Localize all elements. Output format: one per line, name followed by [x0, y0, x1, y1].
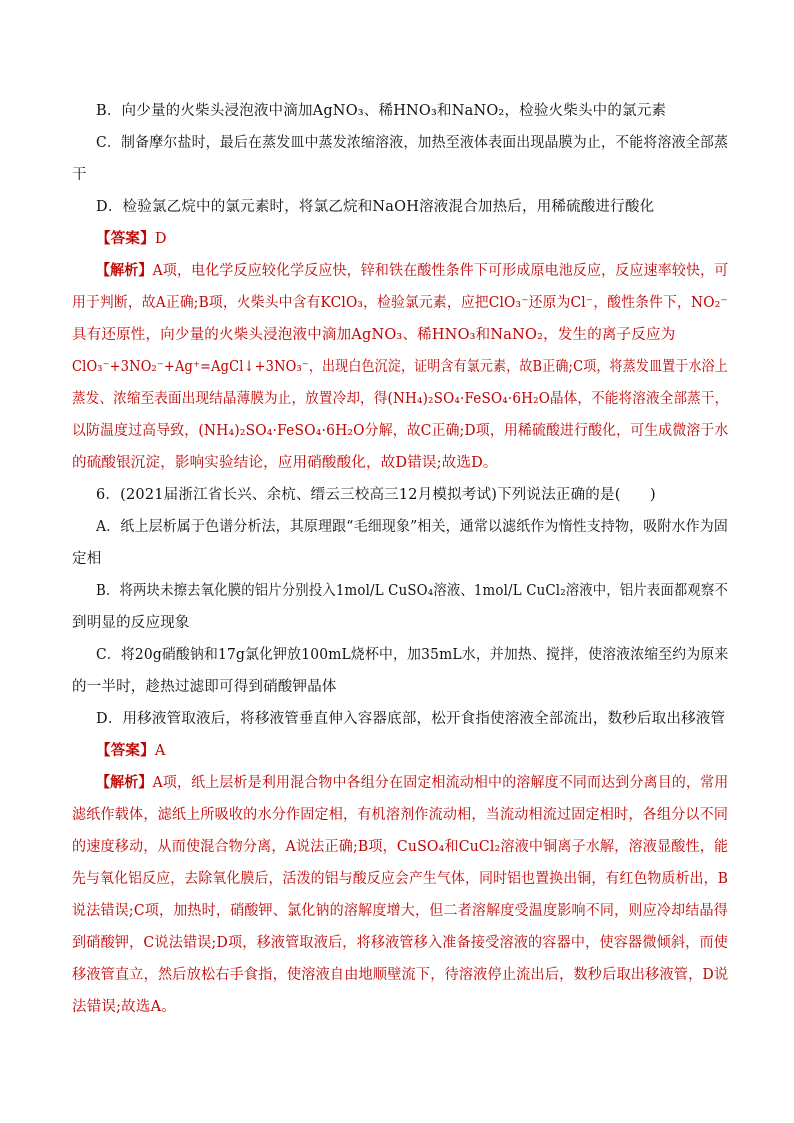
q5-analysis-line5: 蒸发、浓缩至表面出现结晶薄膜为止，放置冷却，得(NH₄)₂SO₄·FeSO₄·6H₂O晶体，不能将溶液全部蒸干， — [72, 391, 729, 407]
answer-value: D — [154, 231, 167, 247]
q5-option-b: B．向少量的火柴头浸泡液中滴加AgNO₃、稀HNO₃和NaNO₂，检验火柴头中的氯元素 — [96, 103, 667, 119]
q6-analysis-line1 — [96, 773, 728, 793]
q6-option-c-line1: C．将20g硝酸钠和17g氯化钾放100mL烧杯中，加35mL水，并加热、搅拌，使溶液浓缩至约为原来 — [96, 647, 729, 663]
q5-analysis-line6: 以防温度过高导致，(NH₄)₂SO₄·FeSO₄·6H₂O分解，故C正确;D项，用稀硫酸进行酸化，可生成微溶于水 — [72, 423, 729, 439]
q6-option-b-line1: B．将两块未擦去氧化膜的铝片分别投入1mol/L CuSO₄溶液、1mol/L CuCl₂溶液中，铝片表面都观察不 — [96, 583, 729, 599]
answer-label: 【答案】 — [96, 742, 155, 759]
q5-analysis-line3: 具有还原性，向少量的火柴头浸泡液中滴加AgNO₃、稀HNO₃和NaNO₂，发生的离子反应为 — [72, 327, 676, 343]
analysis-text: A项，纸上层析是利用混合物中各组分在固定相流动相中的溶解度不同而达到分离目的，常用 — [152, 775, 729, 791]
q6-answer — [96, 741, 165, 761]
q6-option-a-line2: 定相 — [72, 551, 102, 567]
q6-option-d: D．用移液管取液后，将移液管垂直伸入容器底部，松开食指使溶液全部流出，数秒后取出移液管 — [96, 711, 726, 727]
q6-analysis-line3: 的速度移动，从而使混合物分离，A说法正确;B项，CuSO₄和CuCl₂溶液中铜离子水解，溶液显酸性，能 — [72, 839, 729, 855]
q5-analysis-line1 — [96, 261, 728, 281]
q5-analysis-line2: 用于判断，故A正确;B项，火柴头中含有KClO₃，检验氯元素，应把ClO₃⁻还原为Cl⁻，酸性条件下，NO₂⁻ — [72, 295, 728, 311]
q6-analysis-line4: 先与氧化铝反应，去除氧化膜后，活泼的铝与酸反应会产生气体，同时铝也置换出铜，有红色物质析出，B — [72, 871, 729, 887]
q6-analysis-line5: 说法错误;C项，加热时，硝酸钾、氯化钠的溶解度增大，但二者溶解度受温度影响不同，则应冷却结晶得 — [72, 903, 728, 919]
q6-analysis-line8: 法错误;故选A。 — [72, 999, 176, 1015]
q6-stem: 6．(2021届浙江省长兴、余杭、缙云三校高三12月模拟考试)下列说法正确的是( ) — [96, 487, 656, 503]
q5-option-d: D．检验氯乙烷中的氯元素时，将氯乙烷和NaOH溶液混合加热后，用稀硫酸进行酸化 — [96, 199, 655, 215]
q6-option-c-line2: 的一半时，趁热过滤即可得到硝酸钾晶体 — [72, 679, 337, 695]
q6-analysis-line6: 到硝酸钾，C说法错误;D项，移液管取液后，将移液管移入准备接受溶液的容器中，使容器微倾斜，而使 — [72, 935, 729, 951]
q6-analysis-line7: 移液管直立，然后放松右手食指，使溶液自由地顺壁流下，待溶液停止流出后，数秒后取出移液管，D说 — [72, 967, 729, 983]
analysis-label: 【解析】 — [96, 774, 153, 791]
q5-option-c-line1: C．制备摩尔盐时，最后在蒸发皿中蒸发浓缩溶液，加热至液体表面出现晶膜为止，不能将溶液全部蒸 — [96, 135, 729, 151]
q5-option-c-line2: 干 — [72, 167, 87, 183]
analysis-text: A项，电化学反应较化学反应快，锌和铁在酸性条件下可形成原电池反应，反应速率较快，可 — [152, 263, 729, 279]
answer-value: A — [154, 743, 166, 759]
q6-option-b-line2: 到明显的反应现象 — [72, 615, 190, 631]
q6-analysis-line2: 滤纸作载体，滤纸上所吸收的水分作固定相，有机溶剂作流动相，当流动相流过固定相时，各组分以不同 — [72, 807, 729, 823]
answer-label: 【答案】 — [96, 230, 155, 247]
q5-analysis-line4: ClO₃⁻+3NO₂⁻+Ag⁺=AgCl↓+3NO₃⁻，出现白色沉淀，证明含有氯元素，故B正确;C项，将蒸发皿置于水浴上 — [72, 359, 728, 375]
q6-option-a-line1: A．纸上层析属于色谱分析法，其原理跟“毛细现象”相关，通常以滤纸作为惰性支持物，吸附水作为固 — [96, 519, 729, 535]
q5-answer — [96, 229, 167, 249]
q5-analysis-line7: 的硫酸银沉淀，影响实验结论，应用硝酸酸化，故D错误;故选D。 — [72, 455, 498, 471]
analysis-label: 【解析】 — [96, 262, 153, 279]
